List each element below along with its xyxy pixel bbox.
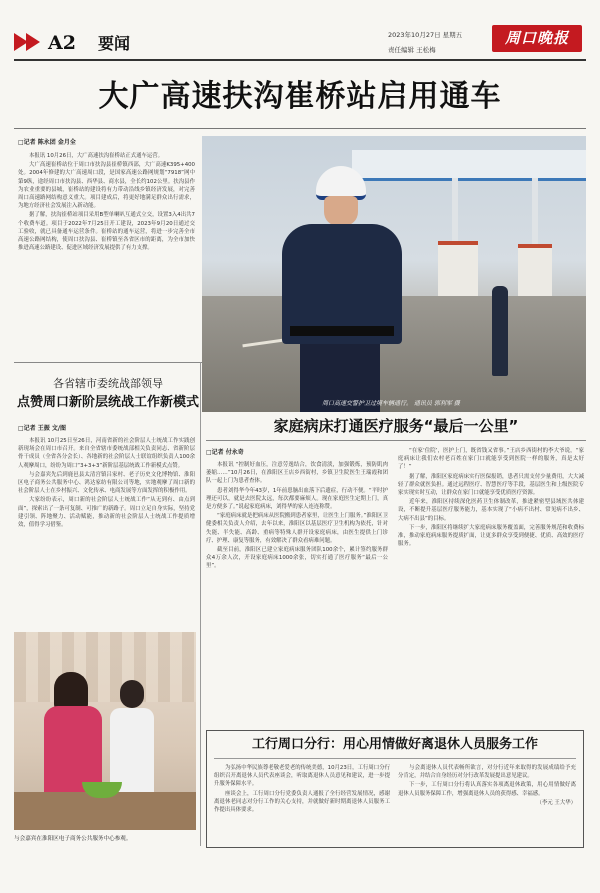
story4-paragraph: 座谈会上，工行周口分行党委负责人通报了全行经营发展情况，感谢离退休老同志对分行工作的关心支持，并就做好新时期离退休人员服务工作提出具体要求。: [214, 790, 390, 814]
page-tab-chevron: [26, 33, 40, 51]
story3-paragraph: 患者刘得华今年43岁，1年前患脑出血落下后遗症，行动不便。“平时护理还可以，就是去医院太远，每次都要麻烦人。现在家庭医生定期上门，真是方便多了。”说起家庭病床，刘得华的家人连连称赞。: [206, 487, 388, 511]
header-rule: [14, 59, 586, 61]
story3-paragraph: 截至目前，淮阳区已建立家庭病床服务团队100余个，累计签约服务群众4万余人次，开设家庭病床1000余张，切实打通了医疗服务“最后一公里”。: [206, 547, 388, 570]
story3-paragraph: “家庭病床就是把病床从医院搬到患者家里，让医生上门服务。”淮阳区卫健委相关负责人介绍，去年以来，淮阳区以基层医疗卫生机构为依托，针对失能、半失能、高龄、重病等特殊人群开设家庭病床，由医生提供上门诊疗、护理、康复等服务，有效解决了群众看病难问题。: [206, 513, 388, 544]
story2-photo: [14, 632, 196, 830]
story2-paragraph: 大家纷纷表示，周口新的社会阶层人士统战工作“从无到有、由点到面”，探索出了一条可复制、可推广的新路子。周口立足自身实际，坚持党建引领、阵地聚力、活动赋能，推动新的社会阶层人士统战工作提质增效，值得学习借鉴。: [18, 497, 195, 529]
second-officer: [492, 286, 508, 376]
officer-belt: [290, 326, 394, 336]
story3-body-left: [206, 461, 388, 723]
story4-body-left: [214, 764, 390, 844]
story2-paragraph: 与会嘉宾先后到鹿邑县太清宫镇吕家村、老子历史文化博物馆、淮阳区电子商务公共服务中心、鸿达家纺有限公司等地，实地观摩了周口新的社会阶层人士在乡村振兴、文化传承、电商发展等方面发挥的积极作用。: [18, 471, 195, 495]
story4-headline-rule: [214, 758, 576, 759]
section-name: 要闻: [98, 34, 131, 53]
story2-headline: 点赞周口新阶层统战工作新模式: [16, 395, 199, 410]
toll-booth: [518, 244, 552, 300]
story2-byline: □记者 王振 文/图: [18, 425, 67, 432]
column-divider: [200, 362, 201, 846]
story2-paragraph: 本报讯 10月25日至26日，河南省新的社会阶层人士统战工作实践创新现场会在周口市召开。来自全省辖市委统战部相关负责同志、省新阶层骨干成员（全省各分会长）、各地新的社会阶层人士联谊组织负责人100余人观摩周口，纷纷为周口“3+3+3”新阶层基层统战工作新模式点赞。: [18, 438, 195, 469]
story4-headline: 工行周口分行：用心用情做好离退休人员服务工作: [251, 737, 538, 752]
editor-credit: 责任编辑 王松梅: [388, 46, 436, 54]
story3-paragraph: 据了解，淮阳区家庭病床实行医保报销，患者只需支付少量费用，大大减轻了群众就医负担。通过远程医疗、智慧医疗等手段，基层医生和上级医院专家实现实时互动，让群众在家门口就能享受优质医疗资源。: [398, 473, 584, 497]
visitor-head: [120, 680, 144, 708]
story2-photo-caption: 与会嘉宾在淮阳区电子商务公共服务中心参观。: [14, 836, 132, 842]
page-header: [0, 0, 600, 68]
story4-body-right: [398, 764, 576, 844]
story4-paragraph: 为弘扬中华民族尊老敬老爱老的传统美德，10月23日，工行周口分行组织召开离退休人员代表座谈会，听取离退休人员意见和建议，进一步提升服务保障水平。: [214, 765, 390, 788]
lead-body: [18, 152, 195, 352]
page-number: A2: [48, 32, 76, 54]
story4-paragraph: 下一步，工行周口分行将认真落实各项离退休政策，用心用情做好离退休人员服务保障工作，增强离退休人员的获得感、幸福感。: [398, 782, 576, 797]
story3-body-right: [398, 447, 584, 723]
lead-paragraph: 据了解，扶沟崔桥站项目采用B型单喇叭互通式立交，设置3入4出共7个收费车道。项目于2022年7月25日开工建设，2023年9月20日通过交工验收，就已具备通车运营条件。崔桥站的通车运营，将进一步完善全市高速公路网结构，使周口扶沟县、崔桥镇至各省区市的距离，为全市加快推进高速公路建设、促进区域经济发展提供了有力支撑。: [18, 212, 195, 252]
officer-figure: [272, 166, 402, 412]
story2-kicker: 各省辖市委统战部领导: [53, 377, 163, 390]
story3-headline: 家庭病床打通医疗服务“最后一公里”: [273, 417, 519, 435]
masthead-logo: [492, 25, 582, 52]
officer-face: [324, 196, 358, 226]
lead-headline-rule: [14, 128, 586, 129]
story3-paragraph: 近年来，淮阳区持续深化医药卫生体制改革，推进紧密型县域医共体建设，不断提升基层医疗服务能力，基本实现了“小病不出村、常见病不出乡、大病不出县”的目标。: [398, 499, 584, 522]
story2-body: [18, 437, 195, 623]
lead-byline: □记者 陈永团 金月全: [18, 139, 76, 146]
toll-booth: [438, 241, 478, 300]
story3-headline-rule: [206, 440, 586, 441]
story3-paragraph: 下一步，淮阳区将继续扩大家庭病床服务覆盖面，完善服务规范和收费标准，推动家庭病床服务提质扩面，让更多群众享受到便捷、优质、高效的医疗服务。: [398, 524, 584, 548]
story4-author: （李元 王大华）: [536, 799, 576, 806]
story3-byline: □记者 付永奇: [206, 449, 244, 456]
brand-name: 周口晚报: [504, 29, 569, 47]
story3-paragraph: 本报讯 “控制好血压，注意劳逸结合，饮食清淡，加强锻炼，预防肌肉萎缩……”10月26日，在淮阳区王店乡西街村，乡镇卫生院医生王瑞霞和团队一起上门为患者查体。: [206, 462, 388, 485]
officer-helmet: [316, 166, 366, 200]
lead-headline: 大广高速扶沟崔桥站启用通车: [98, 79, 502, 114]
story3-paragraph: “在家‘住院’，医护上门，既省钱又省事。”王店乡西街村的李大爷说，“家庭病床让我们农村老百姓在家门口就能享受到医院一样的服务，真是太好了！”: [398, 448, 584, 471]
issue-date: 2023年10月27日 星期五: [388, 31, 463, 39]
photo-caption: 周口高速交警护卫过境车辆通行。 通讯员 郭利军 摄: [322, 400, 460, 407]
lead-paragraph: 本报讯 10月26日，大广高速扶沟崔桥站正式通车运营。: [29, 153, 164, 159]
lead-bottom-rule: [14, 362, 202, 363]
story4-paragraph: 与会离退休人员代表畅所欲言，对分行近年来取得的发展成绩给予充分肯定，并结合自身经历对分行改革发展提出意见建议。: [398, 765, 576, 780]
lead-photo: [202, 136, 586, 412]
lead-paragraph: 大广高速崔桥站位于周口市扶沟县崔桥镇西部，大广高速K395+400处。2004年修建的大广高速周口段，是国家高速公路网规划“7918”网中第9纵，途经周口市扶沟县、西华县、商水县，全长约102公里。扶沟县作为农业重要的县城，崔桥站的建设将有力带动沿线乡镇经济发展，对完善周口高速路网结构意义重大。项目建成后，将更好地满足群众出行需求，为地方经济社会发展注入新动能。: [18, 162, 195, 210]
